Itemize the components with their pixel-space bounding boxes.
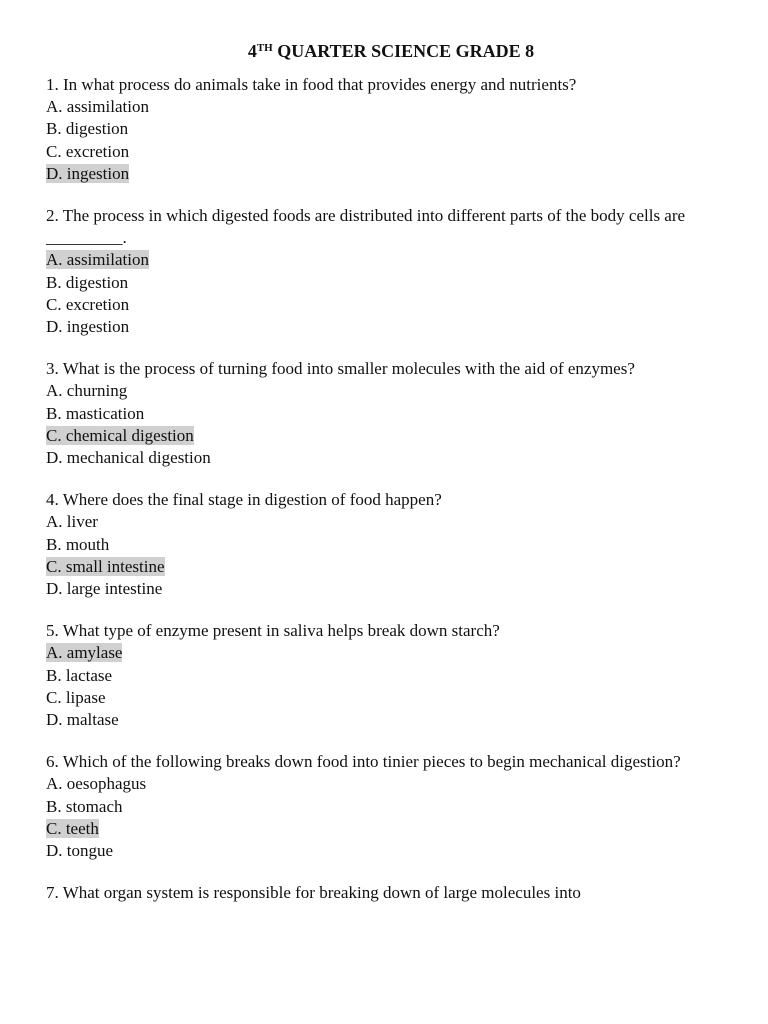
question-1 — [46, 74, 736, 185]
question-4 — [46, 489, 736, 600]
option-a-answer: A. amylase — [46, 643, 123, 663]
option-d: D. maltase — [46, 710, 119, 730]
option-a-answer: A. assimilation — [46, 250, 149, 270]
title-number: 4 — [247, 41, 257, 61]
question-text: 5. What type of enzyme present in saliva helps break down starch? — [46, 621, 500, 641]
title-superscript: TH — [256, 42, 273, 54]
document-page — [46, 40, 736, 925]
option-d-answer: D. ingestion — [46, 163, 130, 183]
question-text: 4. Where does the final stage in digestion of food happen? — [46, 490, 442, 510]
option-c-answer: C. chemical digestion — [46, 425, 194, 445]
option-c-answer: C. small intestine — [46, 556, 165, 576]
option-d: D. ingestion — [46, 317, 130, 337]
option-d: D. mechanical digestion — [46, 448, 211, 468]
option-c: C. excretion — [46, 294, 130, 314]
option-a: A. assimilation — [46, 97, 149, 117]
option-a: A. churning — [46, 381, 128, 401]
question-text: 2. The process in which digested foods are distributed into different parts of the body cells are _________. — [46, 206, 686, 248]
question-text: 7. What organ system is responsible for breaking down of large molecules into — [46, 883, 581, 903]
option-b: B. lactase — [46, 665, 113, 685]
option-a: A. oesophagus — [46, 774, 147, 794]
document-title — [46, 40, 736, 62]
question-text: 1. In what process do animals take in food that provides energy and nutrients? — [46, 75, 577, 94]
title-rest: QUARTER SCIENCE GRADE 8 — [272, 41, 535, 61]
option-b: B. stomach — [46, 796, 123, 816]
question-3 — [46, 358, 736, 469]
question-7 — [46, 882, 736, 904]
question-text: 3. What is the process of turning food into smaller molecules with the aid of enzymes? — [46, 359, 635, 379]
option-a: A. liver — [46, 512, 98, 532]
option-b: B. mouth — [46, 534, 110, 554]
option-b: B. digestion — [46, 272, 129, 292]
option-c: C. lipase — [46, 687, 106, 707]
question-text: 6. Which of the following breaks down food into tinier pieces to begin mechanical digestion? — [46, 752, 681, 772]
question-6 — [46, 751, 736, 862]
option-c-answer: C. teeth — [46, 818, 99, 838]
option-d: D. large intestine — [46, 579, 163, 599]
question-2 — [46, 205, 736, 338]
option-b: B. mastication — [46, 403, 145, 423]
option-d: D. tongue — [46, 841, 114, 861]
option-c: C. excretion — [46, 141, 130, 161]
question-5 — [46, 620, 736, 731]
option-b: B. digestion — [46, 119, 129, 139]
